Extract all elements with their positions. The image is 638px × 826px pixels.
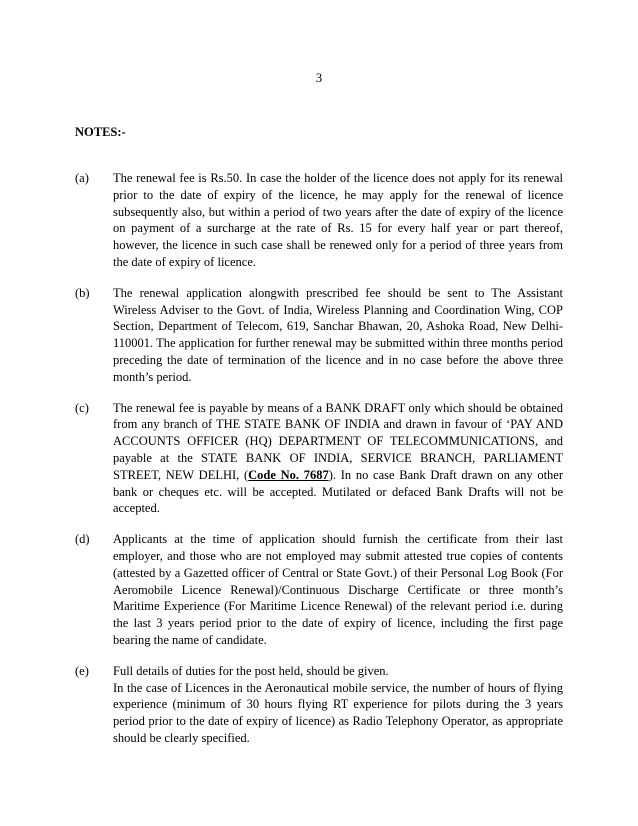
- notes-list: [75, 170, 563, 761]
- note-a: [75, 170, 563, 271]
- note-marker: (a): [75, 171, 89, 185]
- note-c: [75, 400, 563, 518]
- note-b: [75, 285, 563, 386]
- note-text: The renewal fee is Rs.50. In case the holder of the licence does not apply for its renewal prior to the date of expiry of the licence, he may apply for the renewal of licence subsequently also, but within a period of two years after the date of expiry of the licence on payment of a surcharge at the rate of Rs. 15 for every half year or part thereof, however, the licence in such case shall be renewed only for a period of three years from the date of expiry of licence.: [113, 171, 563, 269]
- note-marker: (c): [75, 400, 89, 415]
- note-text: [113, 400, 563, 518]
- bank-code-reference: Code No. 7687: [248, 467, 329, 482]
- note-d: [75, 531, 563, 649]
- note-text: [113, 663, 563, 747]
- note-line: In the case of Licences in the Aeronautical mobile service, the number of hours of flying experience (minimum of 30 hours flying RT experience for pilots during the 3 years period prior to the date of expiry of licence) as Radio Telephony Operator, as appropriate should be clearly specified.: [113, 680, 563, 745]
- note-marker: (b): [75, 285, 90, 300]
- note-e: [75, 663, 563, 747]
- note-text: The renewal application alongwith prescribed fee should be sent to The Assistant Wireless Adviser to the Govt. of India, Wireless Planning and Coordination Wing, COP Section, Department of Telecom, 619, Sanchar Bhawan, 20, Ashoka Road, New Delhi-110001. The application for further renewal may be submitted within three months period preceding the date of termination of the licence and in no case before the above three month’s period.: [113, 285, 563, 384]
- note-line: Full details of duties for the post held, should be given.: [113, 663, 389, 678]
- note-text-before-code: The renewal fee is payable by means of a BANK DRAFT only which should be obtained from any branch of THE STATE BANK OF INDIA and drawn in favour of ‘PAY AND ACCOUNTS OFFICER (HQ) DEPARTMENT OF TELECOMMUNICATIONS, and payable at the STATE BANK OF INDIA, SERVICE BRANCH, PARLIAMENT STREET, NEW DELHI, (: [113, 400, 563, 482]
- note-text: Applicants at the time of application should furnish the certificate from their last employer, and those who are not employed may submit attested true copies of contents (attested by a Gazetted officer of Central or State Govt.) of their Personal Log Book (For Aeromobile Licence Renewal)/Continuous Discharge Certificate or three month’s Maritime Experience (For Maritime Licence Renewal) of the relevant period i.e. during the last 3 years period prior to the date of expiry of licence, including the first page bearing the name of candidate.: [113, 532, 563, 647]
- notes-heading: NOTES:-: [75, 125, 126, 139]
- note-text-after-code: ). In no case Bank Draft drawn on any other bank or cheques etc. will be accepted. Mutilated or defaced Bank Drafts will not be accepted.: [113, 467, 564, 516]
- page-number: 3: [315, 71, 323, 85]
- note-marker: (e): [75, 663, 89, 678]
- note-marker: (d): [75, 532, 90, 547]
